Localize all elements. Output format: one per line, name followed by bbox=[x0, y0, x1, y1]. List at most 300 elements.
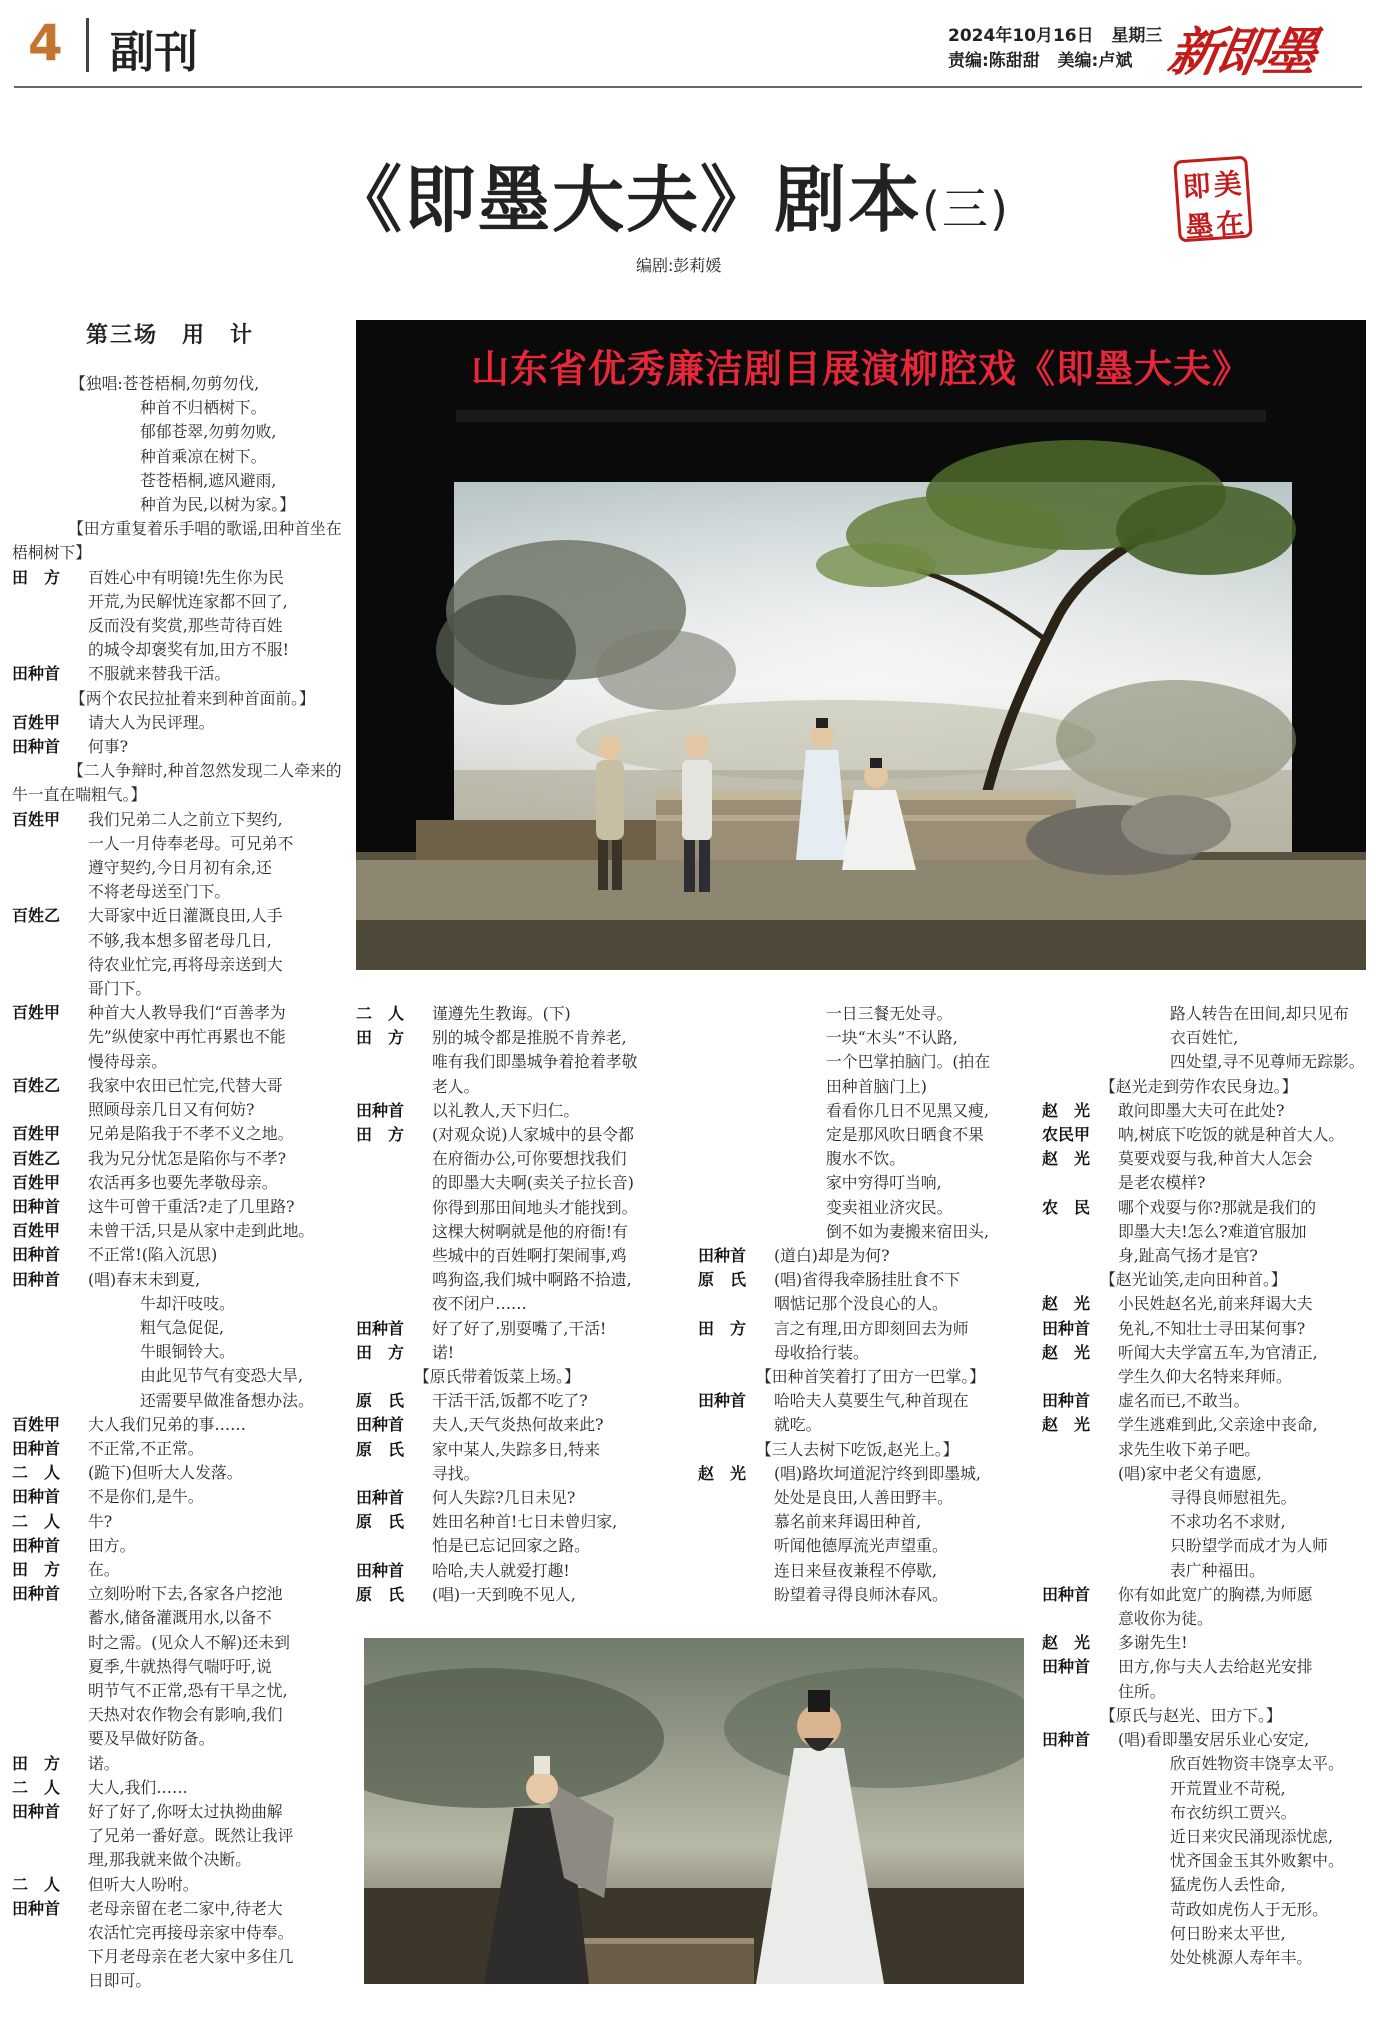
continuation-line: 遵守契约,今日月初有余,还 bbox=[88, 858, 272, 878]
song-line: 倒不如为妻搬来宿田头, bbox=[826, 1221, 989, 1241]
speaker-name: 田种首 bbox=[698, 1391, 747, 1411]
dialogue-text: 免礼,不知壮士寻田某何事? bbox=[1118, 1318, 1306, 1338]
continuation-line: 寻找。 bbox=[432, 1463, 480, 1483]
dialogue-text: (唱)路坎坷道泥泞终到即墨城, bbox=[774, 1463, 981, 1483]
stage-photo-main bbox=[356, 320, 1366, 970]
speaker-name: 田种首 bbox=[12, 1535, 61, 1555]
dialogue-line bbox=[356, 1317, 686, 1341]
dialogue-text: 哪个戏耍与你?那就是我们的 bbox=[1118, 1197, 1317, 1217]
dialogue-text: 多谢先生! bbox=[1118, 1633, 1188, 1653]
dialogue-text: 干活干活,饭都不吃了? bbox=[432, 1391, 588, 1411]
song-line: 种首乘凉在树下。 bbox=[140, 446, 267, 466]
dialogue-line bbox=[12, 1776, 342, 1800]
dialogue-text: 未曾干活,只是从家中走到此地。 bbox=[88, 1221, 315, 1241]
dialogue-text: 田方,你与夫人去给赵光安排 bbox=[1118, 1657, 1313, 1677]
dialogue-line bbox=[12, 1074, 342, 1098]
dialogue-line bbox=[1042, 1413, 1372, 1437]
speaker-name: 农 民 bbox=[1042, 1197, 1091, 1217]
scene-heading: 第三场 用 计 bbox=[86, 322, 255, 348]
song-line: 欣百姓物资丰饶享太平。 bbox=[1170, 1754, 1344, 1774]
song-line: 忧齐国金玉其外败絮中。 bbox=[1170, 1851, 1344, 1871]
continuation-line: 了兄弟一番好意。既然让我评 bbox=[88, 1826, 294, 1846]
speaker-name: 农民甲 bbox=[1042, 1125, 1091, 1145]
speaker-name: 田种首 bbox=[1042, 1391, 1091, 1411]
script-column-1 bbox=[12, 372, 342, 1994]
speaker-name: 田种首 bbox=[1042, 1730, 1091, 1750]
speaker-name: 百姓乙 bbox=[12, 906, 61, 926]
speaker-name: 田 方 bbox=[12, 1753, 61, 1773]
continuation-line: 你得到那田间地头才能找到。 bbox=[432, 1197, 638, 1217]
speaker-name: 百姓乙 bbox=[12, 1148, 61, 1168]
dialogue-line bbox=[698, 1317, 1028, 1341]
speaker-name: 田种首 bbox=[12, 1269, 61, 1289]
dialogue-line bbox=[12, 1413, 342, 1437]
continuation-line: 日即可。 bbox=[88, 1971, 152, 1991]
dialogue-text: 我为兄分忧怎是陷你与不孝? bbox=[88, 1148, 287, 1168]
song-line: 路人转告在田间,却只见布 bbox=[1170, 1004, 1349, 1023]
continuation-line: 老人。 bbox=[432, 1076, 480, 1096]
dialogue-text: 田方。 bbox=[88, 1535, 136, 1555]
continuation-line: 一人一月侍奉老母。可兄弟不 bbox=[88, 833, 294, 853]
song-line: 苍苍梧桐,遮风避雨, bbox=[140, 470, 277, 490]
speaker-name: 原 氏 bbox=[356, 1391, 405, 1411]
continuation-line: 怕是已忘记回家之路。 bbox=[432, 1536, 590, 1556]
dialogue-text: 不服就来替我干活。 bbox=[88, 664, 231, 684]
dialogue-text: (跪下)但听大人发落。 bbox=[88, 1463, 243, 1483]
speaker-name: 百姓甲 bbox=[12, 1172, 61, 1192]
dialogue-text: 你有如此宽广的胸襟,为师愿 bbox=[1118, 1584, 1313, 1604]
speaker-name: 田种首 bbox=[12, 1196, 61, 1216]
dialogue-line bbox=[12, 904, 342, 928]
stage-direction: 【独唱:苍苍梧桐,勿剪勿伐, bbox=[70, 374, 260, 393]
dialogue-text: 不正常!(陷入沉思) bbox=[88, 1245, 218, 1265]
dialogue-text: 农活再多也要先孝敬母亲。 bbox=[88, 1172, 278, 1192]
song-line: 一个巴掌拍脑门。(拍在 bbox=[826, 1052, 991, 1072]
dialogue-line bbox=[356, 1510, 686, 1534]
continuation-line: 求先生收下弟子吧。 bbox=[1118, 1439, 1261, 1459]
song-line: 郁郁苍翠,勿剪勿败, bbox=[140, 422, 277, 442]
script-column-3 bbox=[698, 1002, 1028, 1607]
speaker-name: 百姓甲 bbox=[12, 1003, 61, 1023]
song-line: 不求功名不求财, bbox=[1170, 1512, 1286, 1532]
dialogue-text: (唱)省得我牵肠挂肚食不下 bbox=[774, 1270, 961, 1290]
dialogue-text: 请大人为民评理。 bbox=[88, 712, 215, 732]
dialogue-text: 呐,树底下吃饭的就是种首大人。 bbox=[1118, 1125, 1345, 1145]
dialogue-text: 敢问即墨大夫可在此处? bbox=[1118, 1100, 1285, 1120]
speaker-name: 二 人 bbox=[12, 1463, 61, 1483]
continuation-line: 蓄水,储备灌溉用水,以备不 bbox=[88, 1608, 272, 1628]
speaker-name: 百姓甲 bbox=[12, 809, 61, 829]
dialogue-text: 百姓心中有明镜!先生你为民 bbox=[88, 567, 284, 587]
dialogue-text: (唱)春末未到夏, bbox=[88, 1269, 201, 1289]
continuation-line: 慢待母亲。 bbox=[88, 1051, 167, 1071]
dialogue-text: 哈哈夫人莫要生气,种首现在 bbox=[774, 1391, 969, 1411]
dialogue-text: 姓田名种首!七日未曾归家, bbox=[432, 1512, 618, 1532]
song-line: 定是那风吹日晒食不果 bbox=[826, 1125, 984, 1145]
dialogue-line bbox=[356, 1583, 686, 1607]
dialogue-line bbox=[698, 1244, 1028, 1268]
song-line: 牛眼铜铃大。 bbox=[140, 1342, 235, 1362]
song-line: 家中穷得叮当响, bbox=[826, 1173, 942, 1193]
speaker-name: 原 氏 bbox=[356, 1584, 405, 1604]
speaker-name: 二 人 bbox=[12, 1511, 61, 1531]
continuation-line: 些城中的百姓啊打架闹事,鸡 bbox=[432, 1246, 627, 1266]
stage-direction: 【两个农民拉扯着来到种首面前。】 bbox=[70, 688, 315, 708]
continuation-line: 是老农模样? bbox=[1118, 1173, 1206, 1193]
speaker-name: 百姓乙 bbox=[12, 1075, 61, 1095]
continuation-line: 先”纵使家中再忙再累也不能 bbox=[88, 1027, 286, 1047]
dialogue-text: 家中某人,失踪多日,特来 bbox=[432, 1439, 601, 1459]
song-line: 腹水不饮。 bbox=[826, 1149, 905, 1169]
dialogue-text: 大人,我们…… bbox=[88, 1777, 188, 1797]
continuation-line: 农活忙完再接母亲家中侍奉。 bbox=[88, 1923, 294, 1942]
dialogue-line bbox=[12, 1268, 342, 1292]
song-line: 粗气急促促, bbox=[140, 1317, 225, 1337]
speaker-name: 二 人 bbox=[12, 1874, 61, 1894]
speaker-name: 田种首 bbox=[12, 1584, 61, 1604]
speaker-name: 百姓甲 bbox=[12, 712, 61, 732]
dialogue-text: 诺! bbox=[432, 1342, 455, 1362]
dialogue-line bbox=[1042, 1292, 1372, 1316]
dialogue-text: 种首大人教导我们“百善孝为 bbox=[88, 1003, 286, 1023]
speaker-name: 赵 光 bbox=[1042, 1415, 1091, 1435]
continuation-line: 反而没有奖赏,那些苛待百姓 bbox=[88, 616, 283, 636]
dialogue-line bbox=[698, 1462, 1028, 1486]
dialogue-line bbox=[12, 1800, 342, 1824]
seal-char: 美 bbox=[1212, 167, 1243, 202]
dialogue-line bbox=[12, 1897, 342, 1921]
dialogue-line bbox=[12, 1558, 342, 1582]
dialogue-line bbox=[356, 1099, 686, 1123]
song-line: 开荒置业不苛税, bbox=[1170, 1778, 1286, 1798]
stage-scene-image bbox=[356, 320, 1366, 970]
dialogue-text: 不正常,不正常。 bbox=[88, 1438, 204, 1458]
speaker-name: 田种首 bbox=[356, 1560, 405, 1580]
dialogue-text: 我家中农田已忙完,代替大哥 bbox=[88, 1075, 283, 1095]
dialogue-line bbox=[1042, 1099, 1372, 1123]
dialogue-line bbox=[1042, 1341, 1372, 1365]
speaker-name: 赵 光 bbox=[1042, 1100, 1091, 1120]
continuation-line: (唱)家中老父有遗愿, bbox=[1118, 1463, 1262, 1483]
dialogue-text: 别的城令都是推脱不肯养老, bbox=[432, 1028, 627, 1048]
dialogue-text: (唱)一天到晚不见人, bbox=[432, 1584, 576, 1604]
speaker-name: 原 氏 bbox=[356, 1512, 405, 1532]
speaker-name: 赵 光 bbox=[1042, 1149, 1091, 1169]
speaker-name: 田 方 bbox=[356, 1342, 405, 1362]
speaker-name: 百姓甲 bbox=[12, 1221, 61, 1241]
speaker-name: 田种首 bbox=[12, 1898, 61, 1918]
dialogue-text: 诺。 bbox=[88, 1753, 120, 1773]
dialogue-line bbox=[1042, 1123, 1372, 1147]
dialogue-text: (唱)看即墨安居乐业心安定, bbox=[1118, 1730, 1310, 1750]
continuation-line: 听闻他德厚流光声望重。 bbox=[774, 1536, 948, 1556]
song-line: 苛政如虎伤人于无形。 bbox=[1170, 1899, 1328, 1919]
dialogue-text: 莫要戏耍与我,种首大人怎会 bbox=[1118, 1149, 1313, 1169]
seal-char: 在 bbox=[1215, 206, 1246, 242]
dialogue-text: 立刻吩咐下去,各家各户挖池 bbox=[88, 1584, 283, 1604]
dialogue-text: 牛? bbox=[88, 1511, 113, 1531]
dialogue-text: (道白)却是为何? bbox=[774, 1246, 890, 1266]
speaker-name: 田 方 bbox=[698, 1318, 747, 1338]
dialogue-text: 但听大人吩咐。 bbox=[88, 1874, 199, 1894]
stage-direction: 【原氏与赵光、田方下。】 bbox=[1100, 1705, 1282, 1725]
dialogue-text: 何人失踪?几日未见? bbox=[432, 1488, 576, 1508]
continuation-line: 母收拾行装。 bbox=[774, 1342, 869, 1362]
dialogue-text: 言之有理,田方即刻回去为师 bbox=[774, 1318, 969, 1338]
title-main: 《即墨大夫》剧本 bbox=[330, 158, 923, 242]
song-line: 只盼望学而成才为人师 bbox=[1170, 1536, 1328, 1556]
continuation-line: 学生久仰大名特来拜师。 bbox=[1118, 1367, 1292, 1387]
performance-banner: 山东省优秀廉洁剧目展演柳腔戏《即墨大夫》 bbox=[470, 347, 1251, 391]
red-seal-stamp bbox=[1173, 156, 1253, 243]
dialogue-line bbox=[12, 1461, 342, 1485]
continuation-line: 时之需。(见众人不解)还未到 bbox=[88, 1632, 290, 1652]
speaker-name: 田种首 bbox=[356, 1318, 405, 1338]
dialogue-text: 在。 bbox=[88, 1559, 120, 1579]
speaker-name: 田种首 bbox=[698, 1246, 747, 1266]
playwright-credit: 编剧:彭莉媛 bbox=[636, 256, 722, 275]
dialogue-line bbox=[356, 1341, 686, 1365]
dialogue-text: 不是你们,是牛。 bbox=[88, 1487, 204, 1507]
speaker-name: 二 人 bbox=[356, 1004, 405, 1023]
dialogue-line bbox=[1042, 1728, 1372, 1752]
stage-direction: 【三人去树下吃饭,赵光上。】 bbox=[756, 1439, 959, 1459]
dialogue-line bbox=[12, 1437, 342, 1461]
dialogue-text: 兄弟是陷我于不孝不义之地。 bbox=[88, 1124, 294, 1144]
speaker-name: 田种首 bbox=[356, 1488, 405, 1508]
speaker-name: 田种首 bbox=[12, 1801, 61, 1821]
stage-direction: 【二人争辩时,种首忽然发现二人牵来的牛一直在喘粗气。】 bbox=[12, 761, 342, 805]
seal-char: 墨 bbox=[1184, 209, 1215, 244]
dialogue-line bbox=[1042, 1147, 1372, 1171]
speaker-name: 田种首 bbox=[1042, 1318, 1091, 1338]
continuation-line: 慕名前来拜谒田种首, bbox=[774, 1512, 922, 1532]
song-line: 种首为民,以树为家。】 bbox=[140, 495, 296, 515]
dialogue-text: 谨遵先生教诲。(下) bbox=[432, 1004, 571, 1023]
continuation-line: 夏季,牛就热得气喘吁吁,说 bbox=[88, 1656, 272, 1676]
song-line: 表广种福田。 bbox=[1170, 1560, 1265, 1580]
editor-credits: 责编:陈甜甜 美编:卢斌 bbox=[948, 51, 1133, 71]
continuation-line: 鸣狗盗,我们城中啊路不拾遗, bbox=[432, 1270, 632, 1290]
dialogue-line bbox=[12, 735, 342, 759]
speaker-name: 田 方 bbox=[12, 567, 61, 587]
stage-photo-secondary bbox=[364, 1638, 1024, 1984]
song-line: 由此见节气有变恐大旱, bbox=[140, 1366, 303, 1386]
header-rule bbox=[14, 86, 1362, 88]
song-line: 变卖祖业济灾民。 bbox=[826, 1197, 953, 1217]
dialogue-line bbox=[1042, 1317, 1372, 1341]
dialogue-line bbox=[1042, 1631, 1372, 1655]
dialogue-text: 好了好了,别耍嘴了,干活! bbox=[432, 1318, 607, 1338]
section-title: 副刊 bbox=[110, 27, 198, 78]
dialogue-line bbox=[356, 1026, 686, 1050]
song-line: 处处桃源人寿年丰。 bbox=[1170, 1947, 1313, 1967]
song-line: 何日盼来太平世, bbox=[1170, 1923, 1286, 1943]
dialogue-text: 好了好了,你呀太过执拗曲解 bbox=[88, 1801, 283, 1821]
song-line: 四处望,寻不见尊师无踪影。 bbox=[1170, 1052, 1365, 1072]
song-line: 一日三餐无处寻。 bbox=[826, 1004, 953, 1023]
dialogue-text: 老母亲留在老二家中,待老大 bbox=[88, 1898, 283, 1918]
title-part: (三) bbox=[922, 182, 1010, 236]
speaker-name: 田种首 bbox=[1042, 1584, 1091, 1604]
stage-direction: 【田种首笑着打了田方一巴掌。】 bbox=[756, 1367, 986, 1387]
dialogue-text: 大哥家中近日灌溉良田,人手 bbox=[88, 906, 283, 926]
song-line: 种首不归栖树下。 bbox=[140, 398, 267, 418]
header-divider bbox=[86, 18, 89, 72]
dialogue-line bbox=[356, 1486, 686, 1510]
dialogue-line bbox=[12, 566, 342, 590]
speaker-name: 田种首 bbox=[356, 1100, 405, 1120]
continuation-line: 盼望着寻得良师沐春风。 bbox=[774, 1584, 948, 1604]
seal-char: 即 bbox=[1181, 169, 1212, 205]
dialogue-line bbox=[12, 1582, 342, 1606]
continuation-line: 照顾母亲几日又有何妨? bbox=[88, 1100, 255, 1120]
continuation-line: 即墨大夫!怎么?难道官服加 bbox=[1118, 1221, 1307, 1241]
continuation-line: 唯有我们即墨城争着抢着孝敬 bbox=[432, 1052, 638, 1072]
dialogue-line bbox=[1042, 1196, 1372, 1220]
stage-direction: 【原氏带着饭菜上场。】 bbox=[414, 1367, 580, 1387]
continuation-line: 不够,我本想多留老母几日, bbox=[88, 930, 272, 950]
issue-meta bbox=[948, 24, 1162, 74]
speaker-name: 田 方 bbox=[356, 1028, 405, 1048]
speaker-name: 原 氏 bbox=[356, 1439, 405, 1459]
speaker-name: 赵 光 bbox=[698, 1463, 747, 1483]
dialogue-line bbox=[12, 1873, 342, 1897]
dialogue-line bbox=[12, 1534, 342, 1558]
speaker-name: 百姓甲 bbox=[12, 1414, 61, 1434]
continuation-line: 要及早做好防备。 bbox=[88, 1729, 215, 1749]
continuation-line: 在府衙办公,可你要想找我们 bbox=[432, 1149, 627, 1169]
speaker-name: 赵 光 bbox=[1042, 1342, 1091, 1362]
continuation-line: 就吃。 bbox=[774, 1415, 822, 1435]
actors-close-up-image bbox=[364, 1638, 1024, 1984]
dialogue-line bbox=[356, 1002, 686, 1026]
dialogue-line bbox=[1042, 1583, 1372, 1607]
song-line: 衣百姓忙, bbox=[1170, 1028, 1239, 1048]
newspaper-logo: 新即墨 bbox=[1163, 22, 1319, 83]
speaker-name: 百姓甲 bbox=[12, 1124, 61, 1144]
continuation-line: 下月老母亲在老大家中多住几 bbox=[88, 1947, 294, 1967]
dialogue-text: 这牛可曾干重活?走了几里路? bbox=[88, 1196, 295, 1216]
dialogue-line bbox=[12, 1147, 342, 1171]
song-line: 猛虎伤人丢性命, bbox=[1170, 1875, 1286, 1895]
speaker-name: 赵 光 bbox=[1042, 1294, 1091, 1314]
stage-direction: 【赵光讪笑,走向田种首。】 bbox=[1100, 1270, 1287, 1290]
dialogue-text: 夫人,天气炎热何故来此? bbox=[432, 1415, 604, 1435]
dialogue-line bbox=[698, 1389, 1028, 1413]
dialogue-line bbox=[12, 1243, 342, 1267]
song-line: 看看你几日不见黑又瘦, bbox=[826, 1100, 989, 1120]
dialogue-line bbox=[12, 662, 342, 686]
dialogue-line bbox=[12, 808, 342, 832]
continuation-line: 的城令却褒奖有加,田方不服! bbox=[88, 640, 289, 660]
article-title bbox=[330, 142, 1010, 246]
continuation-line: 天热对农作物会有影响,我们 bbox=[88, 1705, 283, 1725]
speaker-name: 二 人 bbox=[12, 1777, 61, 1797]
continuation-line: 处处是良田,人善田野丰。 bbox=[774, 1488, 953, 1508]
song-line: 牛却汗吱吱。 bbox=[140, 1293, 235, 1313]
speaker-name: 田 方 bbox=[12, 1559, 61, 1579]
continuation-line: 待农业忙完,再将母亲送到大 bbox=[88, 954, 283, 974]
continuation-line: 意收你为徒。 bbox=[1118, 1609, 1213, 1629]
dialogue-text: 学生逃难到此,父亲途中丧命, bbox=[1118, 1415, 1318, 1435]
dialogue-line bbox=[12, 1001, 342, 1025]
speaker-name: 田种首 bbox=[12, 1245, 61, 1265]
dialogue-line bbox=[356, 1559, 686, 1583]
continuation-line: 理,那我就来做个决断。 bbox=[88, 1850, 251, 1870]
dialogue-line bbox=[698, 1268, 1028, 1292]
song-line: 布衣纺织工贾兴。 bbox=[1170, 1802, 1297, 1822]
dialogue-line bbox=[12, 1485, 342, 1509]
dialogue-line bbox=[12, 711, 342, 735]
song-line: 近日来灾民涌现添忧虑, bbox=[1170, 1826, 1333, 1846]
dialogue-line bbox=[1042, 1389, 1372, 1413]
page-number: 4 bbox=[28, 14, 63, 72]
dialogue-text: 虚名而已,不敢当。 bbox=[1118, 1391, 1250, 1411]
dialogue-line bbox=[356, 1123, 686, 1147]
dialogue-text: 大人我们兄弟的事…… bbox=[88, 1414, 246, 1434]
continuation-line: 身,趾高气扬才是官? bbox=[1118, 1246, 1258, 1266]
dialogue-line bbox=[356, 1389, 686, 1413]
stage-direction: 【赵光走到劳作农民身边。】 bbox=[1100, 1076, 1298, 1096]
speaker-name: 田种首 bbox=[356, 1415, 405, 1435]
continuation-line: 的即墨大夫啊(卖关子拉长音) bbox=[432, 1173, 634, 1193]
dialogue-line bbox=[356, 1438, 686, 1462]
dialogue-text: 何事? bbox=[88, 737, 129, 757]
dialogue-line bbox=[12, 1171, 342, 1195]
speaker-name: 原 氏 bbox=[698, 1270, 747, 1290]
script-column-2 bbox=[356, 1002, 686, 1607]
continuation-line: 开荒,为民解忧连家都不回了, bbox=[88, 591, 288, 611]
dialogue-line bbox=[1042, 1655, 1372, 1679]
dialogue-text: 以礼教人,天下归仁。 bbox=[432, 1100, 580, 1120]
dialogue-text: 哈哈,夫人就爱打趣! bbox=[432, 1560, 570, 1580]
song-line: 田种首脑门上) bbox=[826, 1076, 927, 1096]
continuation-line: 住所。 bbox=[1118, 1681, 1166, 1701]
continuation-line: 这棵大树啊就是他的府衙!有 bbox=[432, 1221, 628, 1241]
speaker-name: 田种首 bbox=[12, 664, 61, 684]
dialogue-text: (对观众说)人家城中的县令都 bbox=[432, 1125, 634, 1145]
speaker-name: 田种首 bbox=[12, 1438, 61, 1458]
dialogue-line bbox=[12, 1195, 342, 1219]
continuation-line: 夜不闭户…… bbox=[432, 1294, 527, 1314]
song-line: 还需要早做准备想办法。 bbox=[140, 1390, 314, 1410]
speaker-name: 田种首 bbox=[1042, 1657, 1091, 1677]
dialogue-line bbox=[12, 1122, 342, 1146]
dialogue-text: 小民姓赵名光,前来拜谒大夫 bbox=[1118, 1294, 1313, 1314]
script-column-4 bbox=[1042, 1002, 1372, 1970]
speaker-name: 田种首 bbox=[12, 737, 61, 757]
speaker-name: 田种首 bbox=[12, 1487, 61, 1507]
continuation-line: 咽惦记那个没良心的人。 bbox=[774, 1294, 948, 1314]
continuation-line: 哥门下。 bbox=[88, 979, 152, 999]
dialogue-line bbox=[12, 1510, 342, 1534]
speaker-name: 田 方 bbox=[356, 1125, 405, 1145]
dialogue-text: 我们兄弟二人之前立下契约, bbox=[88, 809, 283, 829]
song-line: 寻得良师慰祖先。 bbox=[1170, 1488, 1297, 1508]
continuation-line: 连日来昼夜兼程不停歇, bbox=[774, 1560, 937, 1580]
dialogue-line bbox=[356, 1413, 686, 1437]
dialogue-line bbox=[12, 1219, 342, 1243]
speaker-name: 赵 光 bbox=[1042, 1633, 1091, 1653]
issue-date: 2024年10月16日 星期三 bbox=[948, 26, 1163, 46]
dialogue-text: 听闻大夫学富五车,为官清正, bbox=[1118, 1342, 1318, 1362]
continuation-line: 明节气不正常,恐有干旱之忧, bbox=[88, 1680, 288, 1700]
dialogue-line bbox=[12, 1752, 342, 1776]
continuation-line: 不将老母送至门下。 bbox=[88, 882, 231, 902]
stage-direction: 【田方重复着乐手唱的歌谣,田种首坐在梧桐树下】 bbox=[12, 519, 342, 563]
song-line: 一块“木头”不认路, bbox=[826, 1028, 958, 1048]
